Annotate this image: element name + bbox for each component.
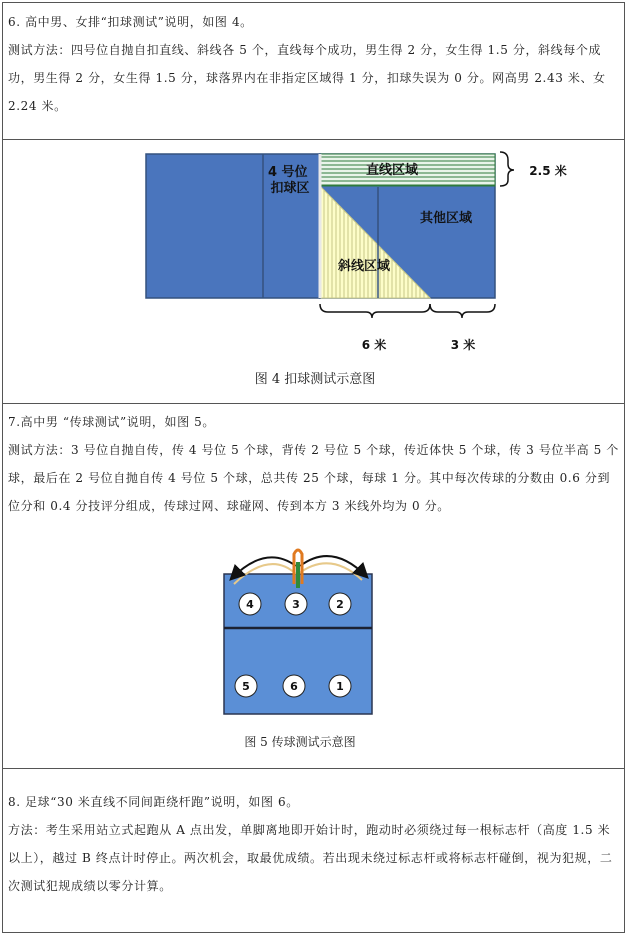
- section6-body: 测试方法：四号位自抛自扣直线、斜线各 5 个，直线每个成功，男生得 2 分，女生得 1.5 分，斜线每个成功，男生得 2 分，女生得 1.5 分，球落界内在非指定区域得 1 分，扣球失误为 0 分。网高男 2.43 米、女 2.24 米。: [8, 43, 606, 113]
- divider: [2, 139, 625, 140]
- divider: [2, 768, 625, 769]
- section8-body: 方法：考生采用站立式起跑从 A 点出发，单脚离地即开始计时，跑动时必须绕过每一根标志杆（高度 1.5 米以上），越过 B 终点计时停止。两次机会，取最优成绩。若出现未绕过标志杆或将标志杆碰倒，视为犯规，二次测试犯规成绩以零分计算。: [8, 823, 613, 893]
- bracket-25: [500, 152, 514, 186]
- position-3-label: 3: [292, 598, 300, 611]
- figure5-caption: 图 5 传球测试示意图: [244, 735, 356, 749]
- section8-heading: 8. 足球“30 米直线不同间距绕杆跑”说明，如图 6。: [8, 795, 299, 809]
- position-5-label: 5: [242, 680, 250, 693]
- divider: [2, 403, 625, 404]
- other-zone-label: 其他区域: [419, 211, 473, 226]
- position-6-label: 6: [290, 680, 298, 693]
- position-4-label: 4: [246, 598, 254, 611]
- section7-body: 测试方法：3 号位自抛自传，传 4 号位 5 个球，背传 2 号位 5 个球，传近体快 5 个球，传 3 号位半高 5 个球，最后在 2 号位自抛自传 4 号位 5 个球，总共传 25 个球，每球 1 分。其中每次传球的分数由 0.6 分到位分和 0.4 分技评分组成，传球过网、球碰网、传到本方 3 米线外均为 0 分。: [8, 443, 619, 513]
- diagonal-zone-label: 斜线区域: [337, 259, 391, 274]
- dim-25-label: 2.5 米: [529, 164, 567, 178]
- position-2-label: 2: [336, 598, 344, 611]
- figure4-caption: 图 4 扣球测试示意图: [254, 372, 376, 387]
- zone4-label: 4 号位 扣球区: [267, 165, 310, 196]
- position-1-label: 1: [336, 680, 344, 693]
- straight-zone-label: 直线区域: [365, 163, 419, 178]
- bracket-3: [430, 304, 495, 318]
- bracket-6: [320, 304, 430, 318]
- dim-6-label: 6 米: [361, 338, 387, 352]
- figure5-pass-diagram: [210, 540, 390, 720]
- figure4-spike-diagram: [138, 146, 578, 358]
- section6-heading: 6. 高中男、女排“扣球测试”说明，如图 4。: [8, 15, 253, 29]
- section7-heading: 7.高中男 “传球测试”说明，如图 5。: [8, 415, 215, 429]
- dim-3-label: 3 米: [450, 338, 476, 352]
